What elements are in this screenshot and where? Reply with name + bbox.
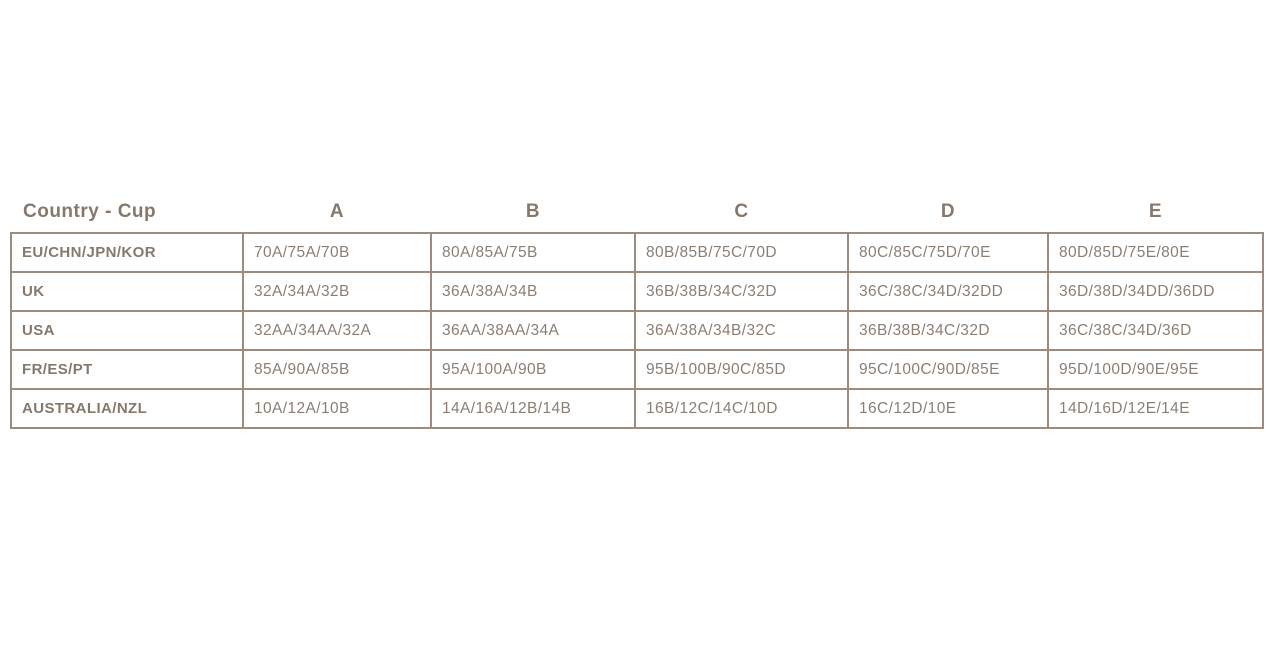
table-row-usa: [11, 311, 1263, 350]
header-country-cup: Country - Cup: [23, 201, 157, 222]
header-cup-e: E: [1148, 201, 1163, 222]
header-cup-a: A: [329, 201, 345, 222]
size-cell: 80A/85A/75B: [431, 233, 635, 272]
size-cell: 80C/85C/75D/70E: [848, 233, 1048, 272]
size-cell: 80D/85D/75E/80E: [1048, 233, 1263, 272]
size-cell: 70A/75A/70B: [243, 233, 431, 272]
table-row-eu-chn-jpn-kor: [11, 233, 1263, 272]
header-row: [11, 196, 1263, 233]
size-cell: 10A/12A/10B: [243, 389, 431, 428]
row-label: AUSTRALIA/NZL: [11, 389, 243, 428]
size-cell: 36AA/38AA/34A: [431, 311, 635, 350]
header-cup-b: B: [525, 201, 541, 222]
size-cell: 95D/100D/90E/95E: [1048, 350, 1263, 389]
header-cup-c: C: [734, 201, 749, 222]
size-cell: 16C/12D/10E: [848, 389, 1048, 428]
size-cell: 85A/90A/85B: [243, 350, 431, 389]
size-cell: 14D/16D/12E/14E: [1048, 389, 1263, 428]
size-cell: 95B/100B/90C/85D: [635, 350, 848, 389]
table-body: [11, 233, 1263, 428]
table-row-uk: [11, 272, 1263, 311]
row-label: USA: [11, 311, 243, 350]
size-cell: 14A/16A/12B/14B: [431, 389, 635, 428]
size-cell: 95C/100C/90D/85E: [848, 350, 1048, 389]
size-cell: 80B/85B/75C/70D: [635, 233, 848, 272]
size-cell: 36C/38C/34D/36D: [1048, 311, 1263, 350]
size-cell: 16B/12C/14C/10D: [635, 389, 848, 428]
header-cup-d: D: [940, 201, 956, 222]
bra-size-table: [10, 196, 1264, 429]
row-label: EU/CHN/JPN/KOR: [11, 233, 243, 272]
size-cell: 36B/38B/34C/32D: [635, 272, 848, 311]
size-cell: 32A/34A/32B: [243, 272, 431, 311]
size-cell: 36B/38B/34C/32D: [848, 311, 1048, 350]
size-cell: 36A/38A/34B: [431, 272, 635, 311]
table-row-fr-es-pt: [11, 350, 1263, 389]
size-cell: 36A/38A/34B/32C: [635, 311, 848, 350]
table-header: [11, 196, 1263, 233]
row-label: UK: [11, 272, 243, 311]
row-label: FR/ES/PT: [11, 350, 243, 389]
size-cell: 36C/38C/34D/32DD: [848, 272, 1048, 311]
size-cell: 36D/38D/34DD/36DD: [1048, 272, 1263, 311]
size-cell: 95A/100A/90B: [431, 350, 635, 389]
size-cell: 32AA/34AA/32A: [243, 311, 431, 350]
table-row-australia-nzl: [11, 389, 1263, 428]
